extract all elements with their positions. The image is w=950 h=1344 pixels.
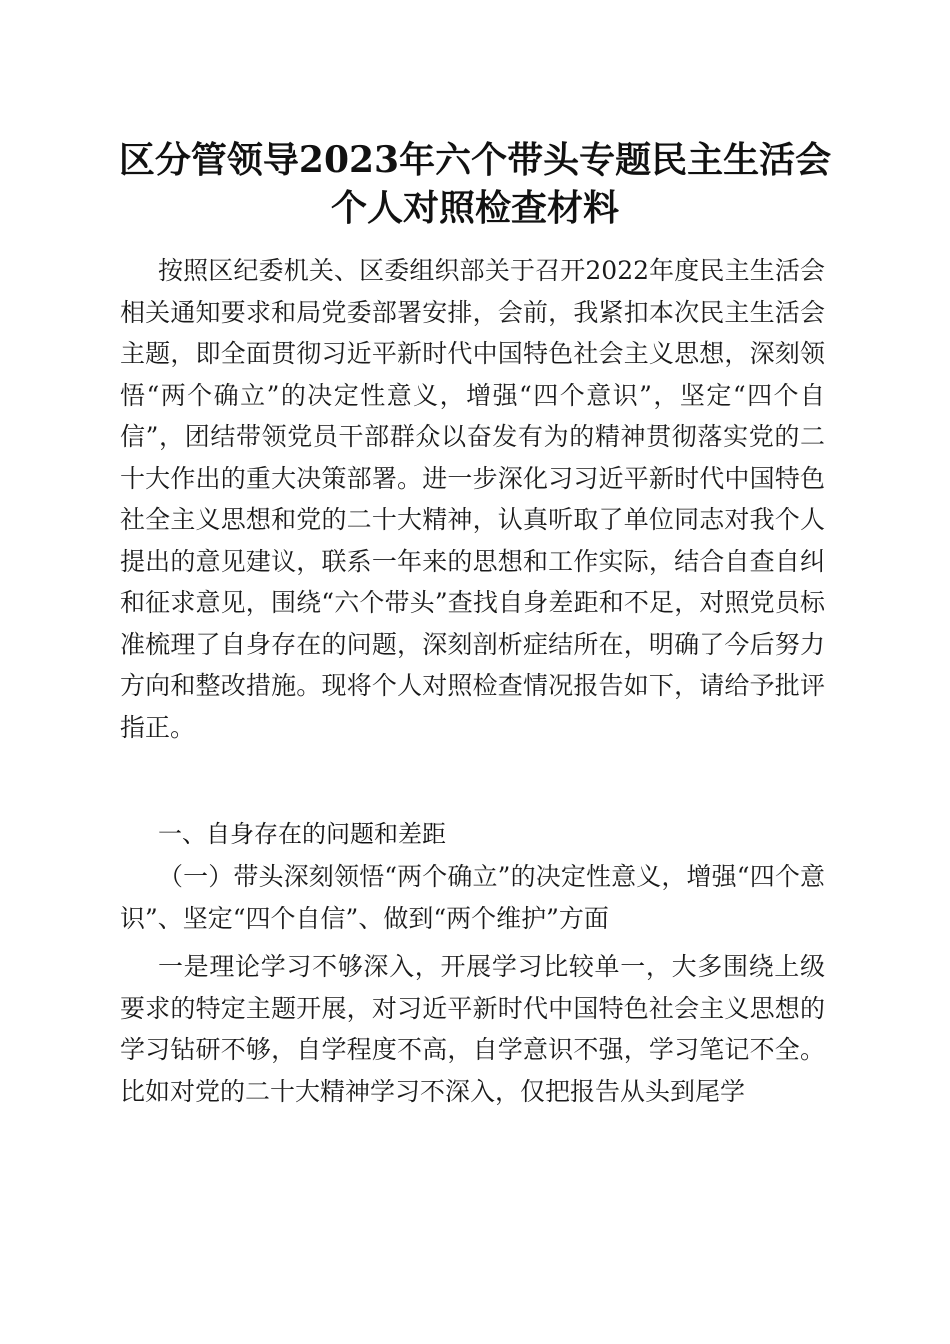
subsection-heading: （一）带头深刻领悟“两个确立”的决定性意义，增强“四个意识”、坚定“四个自信”、做到“两个维护”方面 <box>120 862 825 933</box>
point-paragraph: 一是理论学习不够深入，开展学习比较单一，大多围绕上级要求的特定主题开展，对习近平新时代中国特色社会主义思想的学习钻研不够，自学程度不高，自学意识不强，学习笔记不全。比如对党的二十大精神学习不深入，仅把报告从头到尾学 <box>120 952 825 1106</box>
document-title-line-1: 区分管领导2023年六个带头专题民主生活会 <box>118 139 832 181</box>
intro-paragraph: 按照区纪委机关、区委组织部关于召开2022年度民主生活会相关通知要求和局党委部署安排，会前，我紧扣本次民主生活会主题，即全面贯彻习近平新时代中国特色社会主义思想，深刻领悟“两个确立”的决定性意义，增强“四个意识”，坚定“四个自信”，团结带领党员干部群众以奋发有为的精神贯彻落实党的二十大作出的重大决策部署。进一步深化习习近平新时代中国特色社全主义思想和党的二十大精神，认真听取了单位同志对我个人提出的意见建议，联系一年来的思想和工作实际，结合自查自纠和征求意见，围绕“六个带头”查找自身差距和不足，对照党员标准梳理了自身存在的问题，深刻剖析症结所在，明确了今后努力方向和整改措施。现将个人对照检查情况报告如下，请给予批评指正。 <box>120 256 825 742</box>
document-title-line-2: 个人对照检查材料 <box>330 187 619 229</box>
section-heading: 一、自身存在的问题和差距 <box>158 820 446 848</box>
